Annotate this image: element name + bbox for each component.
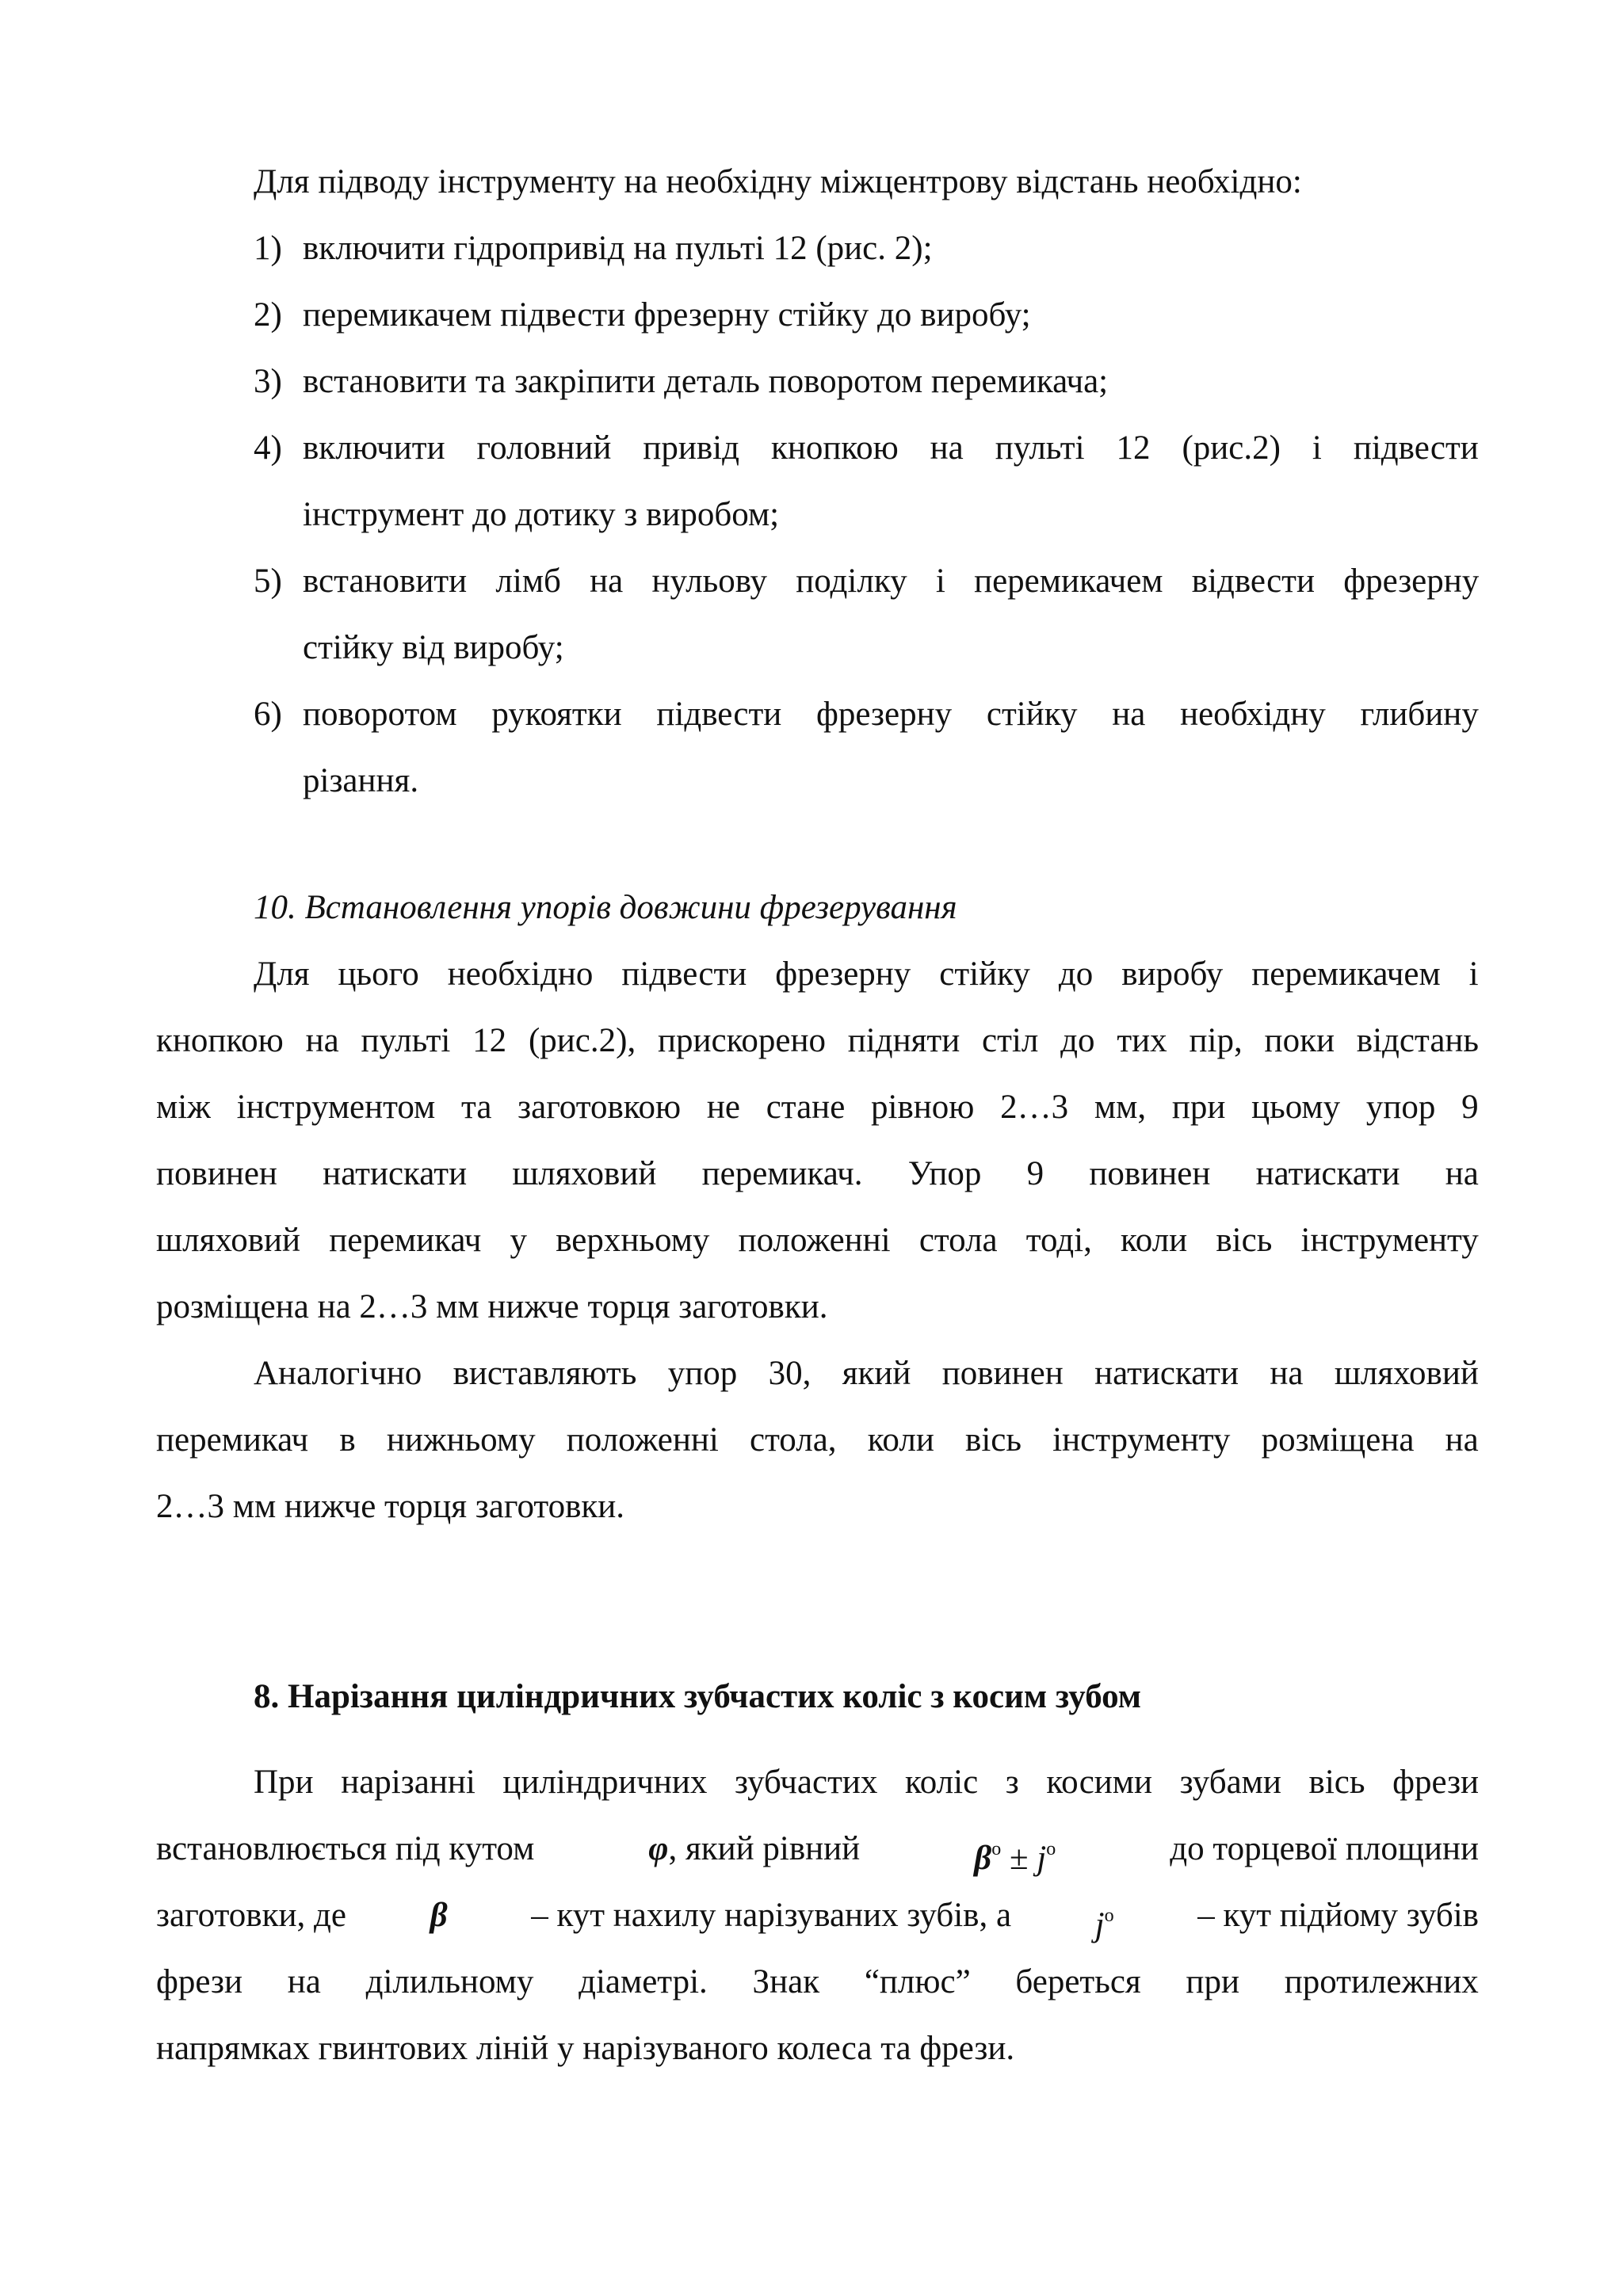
step-3-text: встановити та закріпити деталь поворотом перемикача; — [303, 363, 1109, 400]
section-8-line4: фрези на ділильному діаметрі. Знак “плюс” береться при протилежних — [156, 1963, 1479, 2000]
section-10-para2-line2: перемикач в нижньому положенні стола, коли вісь інструменту розміщена на — [156, 1421, 1479, 1459]
step-2-text: перемикачем підвести фрезерну стійку до виробу; — [303, 296, 1031, 334]
section-10-para1-line1: Для цього необхідно підвести фрезерну стійку до виробу перемикачем і — [254, 955, 1479, 993]
section-8-line3-part-b: – кут нахилу нарізуваних зубів, а — [531, 1897, 1012, 1934]
step-4-number: 4) — [254, 429, 282, 467]
beta-symbol-2: β — [430, 1897, 448, 1934]
step-4-text-line2: інструмент до дотику з виробом; — [303, 496, 780, 533]
section-8-line3-part-c: – кут підйому зубів — [1197, 1897, 1479, 1934]
section-10-para1-line4: повинен натискати шляховий перемикач. Упор 9 повинен натискати на — [156, 1155, 1479, 1192]
step-2-number: 2) — [254, 296, 282, 334]
section-8-line2-part-b: , який рівний — [668, 1830, 861, 1867]
section-10-para2-line3: 2…3 мм нижче торця заготовки. — [156, 1488, 625, 1525]
j-symbol-2: j — [1094, 1906, 1105, 1943]
j-symbol: j — [1037, 1840, 1047, 1877]
section-10-para1-line3: між інструментом та заготовкою не стане рівною 2…3 мм, при цьому упор 9 — [156, 1089, 1479, 1126]
section-8-line2 — [156, 1829, 1479, 1879]
intro-lead: Для підводу інструменту на необхідну міжцентрову відстань необхідно: — [254, 163, 1302, 200]
section-8-line2-part-a: встановлюється під кутом — [156, 1830, 535, 1867]
j-degree-sup: o — [1046, 1839, 1056, 1859]
step-5-text-line2: стійку від виробу; — [303, 629, 564, 666]
step-6-text-line1: поворотом рукоятки підвести фрезерну стійку на необхідну глибину — [303, 696, 1479, 733]
step-3-number: 3) — [254, 363, 282, 400]
section-8-line2-part-c: до торцевої площини — [1170, 1830, 1479, 1867]
step-6-text-line2: різання. — [303, 762, 419, 799]
step-5-text-line1: встановити лімб на нульову поділку і перемикачем відвести фрезерну — [303, 563, 1480, 600]
j-degree-sup-2: o — [1104, 1905, 1114, 1926]
beta-symbol: β — [974, 1840, 992, 1877]
step-6-number: 6) — [254, 696, 282, 733]
phi-symbol: φ — [648, 1830, 669, 1867]
beta-plus-minus-j-expression — [974, 1829, 1056, 1879]
section-8-line1: При нарізанні циліндричних зубчастих коліс з косими зубами вісь фрези — [254, 1764, 1480, 1801]
step-1-number: 1) — [254, 230, 282, 267]
section-10-para1-line5: шляховий перемикач у верхньому положенні стола тоді, коли вісь інструменту — [156, 1222, 1479, 1259]
section-8-heading: 8. Нарізання циліндричних зубчастих коліс з косим зубом — [254, 1678, 1142, 1715]
beta-degree-sup: o — [991, 1839, 1002, 1859]
section-8-line3 — [156, 1895, 1479, 1946]
j-degree-expression — [1095, 1895, 1114, 1946]
section-10-heading: 10. Встановлення упорів довжини фрезерування — [254, 889, 957, 926]
plus-minus-sign: ± — [1001, 1840, 1037, 1877]
section-8-line3-part-a: заготовки, де — [156, 1897, 346, 1934]
step-5-number: 5) — [254, 563, 282, 600]
step-4-text-line1: включити головний привід кнопкою на пульті 12 (рис.2) і підвести — [303, 429, 1479, 467]
section-10-para1-line6: розміщена на 2…3 мм нижче торця заготовки. — [156, 1288, 828, 1325]
step-1-text: включити гідропривід на пульті 12 (рис. 2); — [303, 230, 933, 267]
section-8-line5: напрямках гвинтових ліній у нарізуваного колеса та фрези. — [156, 2030, 1015, 2067]
section-10-para2-line1: Аналогічно виставляють упор 30, який повинен натискати на шляховий — [254, 1355, 1479, 1392]
section-8-line2-middle — [648, 1829, 860, 1879]
section-10-para1-line2: кнопкою на пульті 12 (рис.2), прискорено підняти стіл до тих пір, поки відстань — [156, 1022, 1480, 1059]
